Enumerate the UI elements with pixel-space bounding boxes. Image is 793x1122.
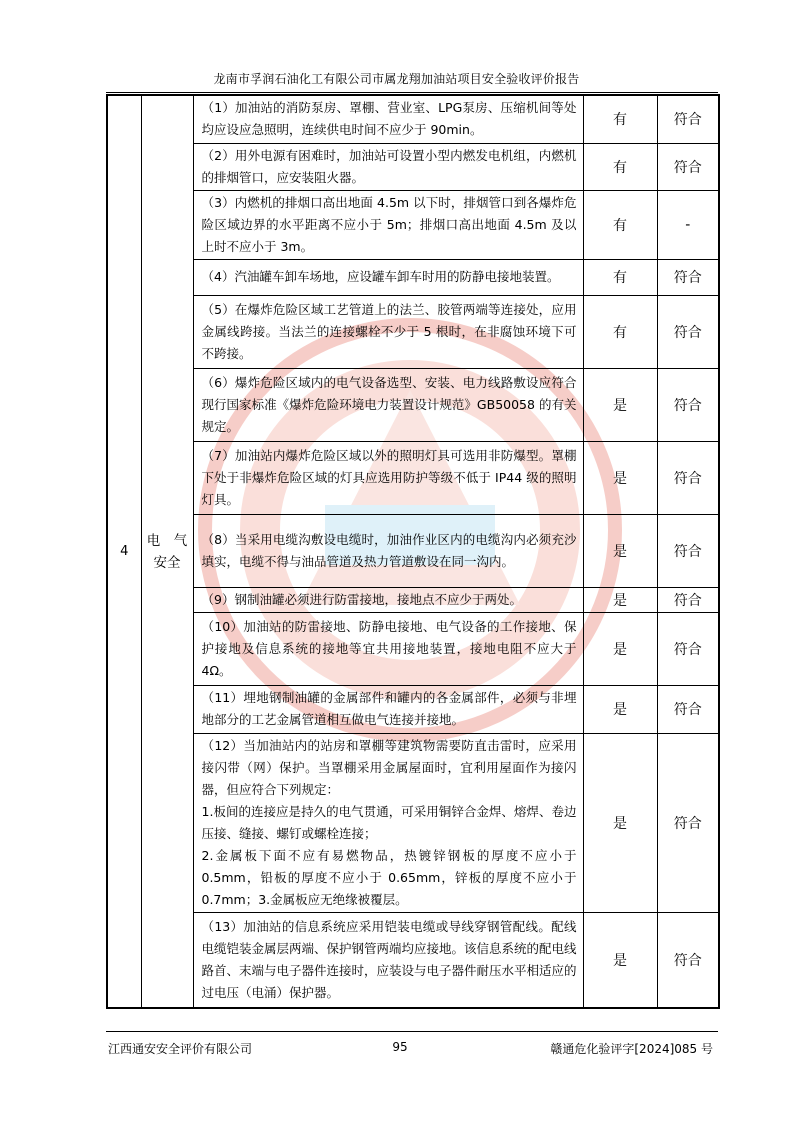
item-result: 有 (583, 295, 657, 368)
inspection-table (106, 94, 720, 1009)
item-result: 有 (583, 143, 657, 190)
table-row (107, 912, 719, 1008)
table-row (107, 368, 719, 441)
table-row (107, 295, 719, 368)
item-result: 有 (583, 259, 657, 295)
table-row (107, 143, 719, 190)
item-result: 是 (583, 733, 657, 912)
table-row (107, 190, 719, 259)
page-number: 95 (392, 1040, 408, 1054)
item-text: （6）爆炸危险区域内的电气设备选型、安装、电力线路敷设应符合现行国家标准《爆炸危险环境电力装置设计规范》GB50058 的有关规定。 (193, 368, 583, 441)
table-row (107, 441, 719, 514)
item-text: （8）当采用电缆沟敷设电缆时，加油作业区内的电缆沟内必须充沙填实，电缆不得与油品管道及热力管道敷设在同一沟内。 (193, 514, 583, 587)
item-text: （13）加油站的信息系统应采用铠装电缆或导线穿钢管配线。配线电缆铠装金属层两端、保护钢管两端均应接地。该信息系统的配电线路首、末端与电子器件连接时，应装设与电子器件耐压水平相适应的过电压（电涌）保护器。 (193, 912, 583, 1008)
table-row (107, 612, 719, 685)
item-result: 有 (583, 190, 657, 259)
footer-company: 江西通安安全评价有限公司 (108, 1042, 253, 1056)
table-row (107, 685, 719, 733)
item-conclusion: 符合 (657, 368, 719, 441)
item-result: 有 (583, 95, 657, 143)
page-header-title: 龙南市孚润石油化工有限公司市属龙翔加油站项目安全验收评价报告 (213, 72, 580, 86)
item-result: 是 (583, 612, 657, 685)
item-conclusion: 符合 (657, 295, 719, 368)
item-text: （11）埋地钢制油罐的金属部件和罐内的各金属部件，必须与非埋地部分的工艺金属管道相互做电气连接并接地。 (193, 685, 583, 733)
item-result: 是 (583, 441, 657, 514)
item-result: 是 (583, 587, 657, 612)
item-conclusion: 符合 (657, 587, 719, 612)
table-row (107, 587, 719, 612)
item-result: 是 (583, 912, 657, 1008)
item-conclusion: 符合 (657, 441, 719, 514)
item-conclusion: 符合 (657, 514, 719, 587)
table-row (107, 95, 719, 143)
item-conclusion: 符合 (657, 259, 719, 295)
item-result: 是 (583, 368, 657, 441)
item-result: 是 (583, 514, 657, 587)
item-conclusion: 符合 (657, 685, 719, 733)
item-text: （7）加油站内爆炸危险区域以外的照明灯具可选用非防爆型。罩棚下处于非爆炸危险区域的灯具应选用防护等级不低于 IP44 级的照明灯具。 (193, 441, 583, 514)
footer-divider (106, 1031, 718, 1032)
category-label: 电 气 安全 (141, 95, 193, 1008)
table-row (107, 259, 719, 295)
document-number: 赣通危化验评字[2024]085 号 (550, 1042, 713, 1056)
item-text: （5）在爆炸危险区域工艺管道上的法兰、胶管两端等连接处，应用金属线跨接。当法兰的连接螺栓不少于 5 根时，在非腐蚀环境下可不跨接。 (193, 295, 583, 368)
item-conclusion: 符合 (657, 143, 719, 190)
table-row (107, 514, 719, 587)
header-divider (106, 92, 718, 93)
item-text: （10）加油站的防雷接地、防静电接地、电气设备的工作接地、保护接地及信息系统的接地等宜共用接地装置，接地电阻不应大于 4Ω。 (193, 612, 583, 685)
item-conclusion: 符合 (657, 95, 719, 143)
item-result: 是 (583, 685, 657, 733)
item-conclusion: 符合 (657, 912, 719, 1008)
item-text: （2）用外电源有困难时，加油站可设置小型内燃发电机组，内燃机的排烟管口，应安装阻火器。 (193, 143, 583, 190)
item-text: （1）加油站的消防泵房、罩棚、营业室、LPG泵房、压缩机间等处均应设应急照明，连续供电时间不应少于 90min。 (193, 95, 583, 143)
item-conclusion: 符合 (657, 612, 719, 685)
item-text: （12）当加油站内的站房和罩棚等建筑物需要防直击雷时，应采用接闪带（网）保护。当罩棚采用金属屋面时，宜利用屋面作为接闪器，但应符合下列规定： 1.板间的连接应是持久的电气贯通，可采用铜锌合金焊、熔焊、卷边压接、缝接、螺钉或螺栓连接； 2.金属板下面不应有易燃物品，热镀锌钢板的厚度不应小于 0.5mm，铅板的厚度不应小于 0.65mm，锌板的厚度不应小于 0.7mm；3.金属板应无绝缘被覆层。 (193, 733, 583, 912)
item-conclusion: - (657, 190, 719, 259)
item-text: （4）汽油罐车卸车场地，应设罐车卸车时用的防静电接地装置。 (193, 259, 583, 295)
item-text: （3）内燃机的排烟口高出地面 4.5m 以下时，排烟管口到各爆炸危险区域边界的水平距离不应小于 5m；排烟口高出地面 4.5m 及以上时不应小于 3m。 (193, 190, 583, 259)
group-index: 4 (107, 95, 141, 1008)
item-text: （9）钢制油罐必须进行防雷接地，接地点不应少于两处。 (193, 587, 583, 612)
table-row (107, 733, 719, 912)
item-conclusion: 符合 (657, 733, 719, 912)
